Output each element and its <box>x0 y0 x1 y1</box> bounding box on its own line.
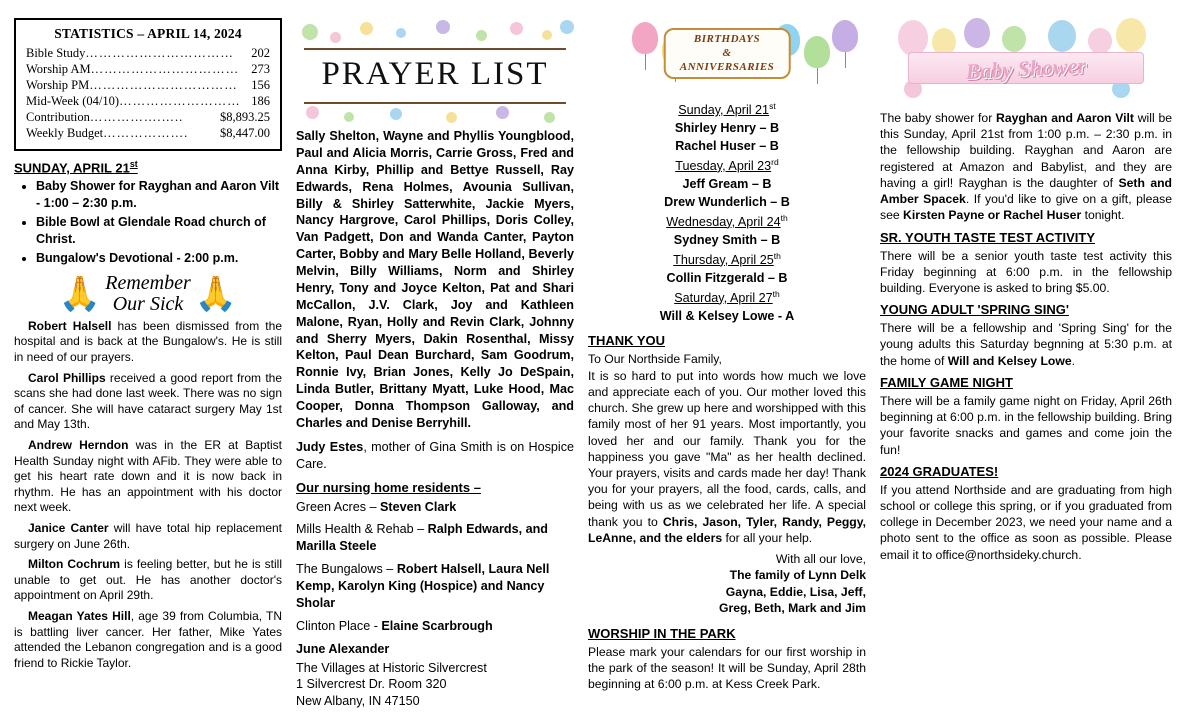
signature-line: The family of Lynn Delk <box>729 568 866 583</box>
date-label: Thursday, April 25 <box>673 252 774 267</box>
stat-label: Worship PM <box>26 78 90 92</box>
prayer-list-header <box>296 18 574 126</box>
table-row <box>26 45 270 61</box>
stat-value: $8,893.25 <box>220 110 270 124</box>
list-item: Rachel Huser – B <box>675 138 779 153</box>
entry-text: is feeling better, but he is still unable to get out. He has another doctor's appointment on April 29th. <box>14 557 283 603</box>
sick-entry <box>14 609 282 671</box>
facility-name: The Bungalows – <box>296 562 397 577</box>
contact-names: Kirsten Payne or Rachel Huser <box>903 208 1082 223</box>
balloon-icon <box>832 20 858 52</box>
baby-shower-title: Baby Shower <box>965 52 1087 85</box>
ordinal-suffix: st <box>129 159 138 169</box>
banner-line-1: BIRTHDAYS <box>693 33 761 45</box>
praying-hands-icon: 🙏 <box>194 274 238 313</box>
balloon-icon <box>898 20 928 56</box>
facility-name: Clinton Place - <box>296 618 382 633</box>
table-row <box>26 125 270 141</box>
list-item: Will & Kelsey Lowe - A <box>659 308 795 323</box>
sick-entry <box>14 521 282 552</box>
list-item <box>588 250 866 270</box>
date-label: Saturday, April 27 <box>674 290 773 305</box>
statistics-box <box>14 18 282 151</box>
column-three <box>588 18 880 720</box>
stat-label: Weekly Budget <box>26 126 104 140</box>
balloon-icon <box>632 22 658 54</box>
person-name: Janice Canter <box>28 520 109 535</box>
date-label: Wednesday, April 24 <box>666 214 781 229</box>
list-item <box>588 100 866 120</box>
stat-value: 202 <box>251 46 270 60</box>
stat-label: Bible Study <box>26 46 86 60</box>
birthdays-header <box>588 18 866 96</box>
birthday-list <box>588 100 866 325</box>
announcement-body: There will be a family game night on Friday, April 26th beginning at 6:00 p.m. in the fellowship building. Bring your favorite snacks and games and come join the fun! <box>880 393 1172 457</box>
list-item: • Bible Bowl at Glendale Road church of Christ. <box>36 214 282 247</box>
ordinal-suffix: th <box>773 250 781 261</box>
ordinal-suffix: th <box>780 212 788 223</box>
sunday-event-list <box>14 178 282 267</box>
list-item <box>296 499 574 516</box>
announcement-heading: SR. YOUTH TASTE TEST ACTIVITY <box>880 229 1095 245</box>
host-names: Will and Kelsey Lowe <box>947 353 1072 368</box>
list-item <box>296 561 574 612</box>
address-name: June Alexander <box>296 641 390 656</box>
body-text: . If you'd like to give on a gift, please see <box>880 192 1172 223</box>
birthdays-banner <box>664 28 791 79</box>
entry-text: will have total hip replacement surgery on June 26th. <box>14 520 282 551</box>
body-text: tonight. <box>1081 208 1125 223</box>
stat-value: $8,447.00 <box>220 126 270 140</box>
parent-names: Seth and Amber Spacek <box>880 175 1172 207</box>
table-row <box>26 109 270 125</box>
balloon-icon <box>1048 20 1076 52</box>
nursing-home-heading: Our nursing home residents – <box>296 479 481 495</box>
stat-value: 273 <box>251 62 270 76</box>
table-row <box>26 93 270 109</box>
closing-line: With all our love, <box>775 552 866 567</box>
list-item: • Baby Shower for Rayghan and Aaron Vilt - 1:00 – 2:30 p.m. <box>36 178 282 211</box>
ordinal-suffix: st <box>769 101 776 111</box>
sick-entry <box>14 438 282 516</box>
statistics-title: STATISTICS – APRIL 14, 2024 <box>54 26 242 41</box>
sick-entry <box>14 557 282 604</box>
address-line: The Villages at Historic Silvercrest <box>296 660 487 675</box>
leader-dots: ………………. <box>103 126 189 140</box>
column-two <box>296 18 588 720</box>
balloon-icon <box>964 18 990 48</box>
stat-label: Mid-Week (04/10) <box>26 94 120 108</box>
thank-you-body <box>588 368 866 546</box>
residents: Ralph Edwards, and Marilla Steele <box>296 522 548 554</box>
balloon-icon <box>1116 18 1146 52</box>
list-item <box>296 521 574 555</box>
residents: Elaine Scarbrough <box>381 618 493 633</box>
person-name: Judy Estes <box>296 439 364 454</box>
person-name: Carol Phillips <box>28 370 106 385</box>
leader-dots: ……………………… <box>119 94 241 108</box>
entry-text: , age 39 from Columbia, TN is battling liver cancer. Her father, Mike Yates attended the Lebanon congregation and is a good friend to Rickie Taylor. <box>14 608 282 670</box>
banner-line-2: & <box>722 46 732 59</box>
announcement-heading: FAMILY GAME NIGHT <box>880 374 1013 390</box>
entry-text: received a good report from the scans she had done last week. There was no sign of cancer. She will have cataract surgery May 1st and May 13th. <box>14 370 282 432</box>
person-name: Robert Halsell <box>28 318 112 333</box>
list-item <box>588 288 866 308</box>
balloon-icon <box>804 36 830 68</box>
list-item <box>588 156 866 176</box>
date-label: Sunday, April 21 <box>678 103 770 118</box>
stat-value: 186 <box>251 94 270 108</box>
leader-dots: …………………………… <box>90 62 240 76</box>
sick-title-line-1: Remember <box>105 271 191 294</box>
stat-value: 156 <box>251 78 270 92</box>
thank-you-heading: THANK YOU <box>588 333 666 349</box>
body-text: It is so hard to put into words how much we love and appreciate each of you. Our mother loved this church. She grew up here and worshipped with this family most of her 91 years. Most importantly, you loved her and our family. Thank you for the happiness you gave "Ma" as her health declined. Your prayers, visits and cards made her day! Thank you for your prayers, all the food, cards, calls, and being with us as we celebrated her life. A special thank you to <box>588 368 866 529</box>
list-item: • Bungalow's Devotional - 2:00 p.m. <box>36 250 282 267</box>
announcement-heading: 2024 GRADUATES! <box>880 463 999 479</box>
body-text: There will be a fellowship and 'Spring Sing' for the young adults this Saturday begnning at 5:30 p.m. at the home of <box>880 321 1172 368</box>
sick-entry <box>14 319 282 366</box>
highlighted-names: Chris, Jason, Tyler, Randy, Peggy, LeAnne, and the elders <box>588 514 866 545</box>
entry-text: , mother of Gina Smith is on Hospice Care. <box>296 439 575 471</box>
prayer-names: Sally Shelton, Wayne and Phyllis Youngblood, Paul and Alicia Morris, Carrie Gross, Fred and Anna Kirby, Phillip and Bettye Russell, Ray Edwards, Rena Holmes, Avounia Sullivan, Billy & Shirley Satterwhite, Jackie Myers, Nancy Hargrove, Carol Phillips, Doris Colley, Van Padgett, Don and Wanda Canter, Payton Carter, Bobby and Mary Belle Holland, Beverly Melvin, Billy Williams, Norm and Shirley Henry, Tony and Joyce Kelton, Pat and Shari McCallon, J.V. Clark, Joy and Kathleen Malone, Ryan, Holly and Revin Clark, Johnny and Sherry Myers, Dakin Rosenthal, Missy Kelton, Paul Dean Burchard, Sam Goodrum, Ronnie Ivy, Brian Jones, Kelly Jo DeSpain, Linda Butler, Brittany Myatt, Luke Hood, Mac Cooper, Donna Thompson Galloway, and Charles and Denise Berryhill. <box>296 129 574 430</box>
sick-title-line-2: Our Sick <box>112 292 184 315</box>
table-row <box>26 61 270 77</box>
salutation: To Our Northside Family, <box>588 352 722 367</box>
date-label: Tuesday, April 23 <box>675 159 772 173</box>
remember-our-sick-banner <box>14 273 282 315</box>
entry-text: has been dismissed from the hospital and is back at the Bungalow's. He is still in need of our prayers. <box>14 318 282 365</box>
leader-dots: …………………………… <box>89 78 238 92</box>
leader-dots: …………………………… <box>85 46 234 60</box>
worship-park-heading: WORSHIP IN THE PARK <box>588 625 736 641</box>
list-item: Sydney Smith – B <box>673 232 781 247</box>
announcement-body: There will be a senior youth taste test activity this Friday beginning at 6:00 p.m. in the fellowship building. Everyone is asked to bring $5.00. <box>880 248 1172 295</box>
sick-entry <box>14 371 282 433</box>
person-name: Andrew Herndon <box>28 437 129 452</box>
list-item: Collin Fitzgerald – B <box>666 270 788 285</box>
list-item: Drew Wunderlich – B <box>664 194 790 209</box>
ordinal-suffix: th <box>772 288 780 299</box>
honoree-names: Rayghan and Aaron Vilt <box>996 111 1134 125</box>
remember-our-sick-title <box>105 273 191 315</box>
entry-text: was in the ER at Baptist Health Sunday night with AFib. They were able to get his heart rate down and it is now back in rhythm. He has an appointment with his doctor next week. <box>14 437 282 515</box>
ordinal-suffix: rd <box>771 156 779 167</box>
list-item <box>296 618 574 635</box>
address-line: 1 Silvercrest Dr. Room 320 <box>296 677 447 692</box>
balloon-icon <box>1088 28 1112 54</box>
body-text-end: for all your help. <box>722 530 813 545</box>
facility-name: Green Acres – <box>296 499 380 514</box>
stat-label: Worship AM <box>26 62 91 76</box>
announcement-heading: YOUNG ADULT 'SPRING SING' <box>880 302 1069 318</box>
announcement-body: If you attend Northside and are graduating from high school or college this spring, or if you graduated from college in December 2023, we need your name and a photo sent to the office as soon as possible. Please email it to office@northsideky.church. <box>880 482 1172 562</box>
list-item <box>588 212 866 232</box>
body-text: . <box>1071 353 1075 368</box>
body-text: The baby shower for <box>880 111 997 125</box>
body-text: will be this Sunday, April 21st from 1:00 p.m. – 2:30 p.m. in the fellowship building. Rayghan and Aaron are registered at Amazon and Babylist, and they are having a girl! Rayghan is the daughter of <box>880 111 1173 190</box>
list-item: Jeff Gream – B <box>682 176 772 191</box>
divider <box>304 48 566 50</box>
column-one <box>14 18 296 720</box>
signature-line: Gayna, Eddie, Lisa, Jeff, <box>725 584 866 599</box>
residents: Robert Halsell, Laura Nell Kemp, Karolyn King (Hospice) and Nancy Sholar <box>296 562 550 610</box>
facility-name: Mills Health & Rehab – <box>296 522 428 537</box>
person-name: Meagan Yates Hill <box>28 608 131 623</box>
baby-shower-header <box>880 18 1172 106</box>
signature-line: Greg, Beth, Mark and Jim <box>719 600 866 615</box>
person-name: Milton Cochrum <box>28 557 121 572</box>
sunday-heading: SUNDAY, APRIL 21st <box>14 159 138 176</box>
column-four <box>880 18 1172 720</box>
divider <box>304 102 566 104</box>
hospice-note <box>296 439 574 473</box>
announcement-body <box>880 320 1172 369</box>
residents: Steven Clark <box>380 499 457 514</box>
table-row <box>26 77 270 93</box>
page-title: PRAYER LIST <box>321 56 549 92</box>
balloon-icon <box>1002 26 1026 52</box>
list-item: Shirley Henry – B <box>674 121 780 136</box>
stat-label: Contribution <box>26 110 90 124</box>
address-line: New Albany, IN 47150 <box>296 694 420 709</box>
baby-shower-body <box>880 110 1172 224</box>
worship-park-body: Please mark your calendars for our first worship in the park of the season! It will be Sunday, April 28th beginning at 6:00 p.m. at Kess Creek Park. <box>588 644 866 692</box>
banner-line-3: ANNIVERSARIES <box>679 60 775 73</box>
praying-hands-icon: 🙏 <box>58 274 102 313</box>
leader-dots: …………….….. <box>89 110 184 124</box>
